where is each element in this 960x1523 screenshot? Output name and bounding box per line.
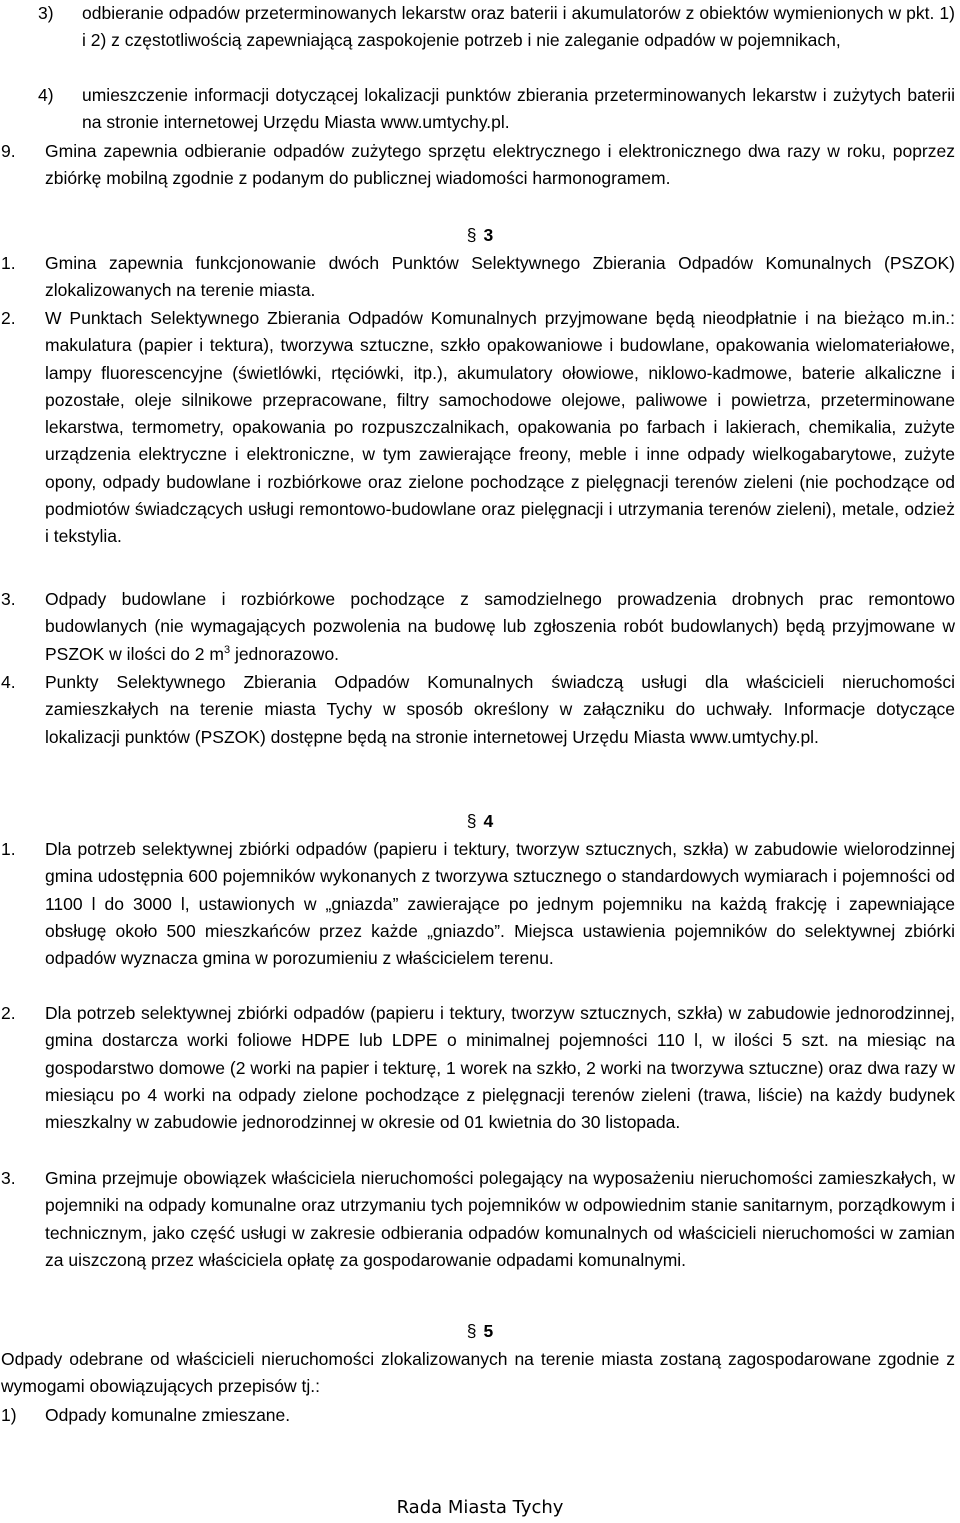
section-sign: §: [466, 1321, 477, 1341]
item-text: Dla potrzeb selektywnej zbiórki odpadów (papieru i tektury, tworzyw sztucznych, szkła) w zabudowie wielorodzinnej gmina udostępnia 600 pojemników wykonanych z tworzywa sztucznego o standardowych wymiarach i pojemności od 1100 l do 3000 l, ustawionych w „gniazda” zawierające po jednym pojemniku na każdą frakcję i zapewniające obsługę około 500 mieszkańców przez każde „gniazdo”. Miejsca ustawienia pojemników do selektywnej zbiórki odpadów wyznacza gmina w porozumieniu z właścicielem terenu.: [45, 839, 955, 969]
section-number: 4: [483, 811, 494, 831]
list-item: [1, 1000, 955, 1136]
list-item: [1, 305, 955, 551]
item-text: Dla potrzeb selektywnej zbiórki odpadów (papieru i tektury, tworzyw sztucznych, szkła) w zabudowie jednorodzinnej, gmina dostarcza worki foliowe HDPE lub LDPE o minimalnej pojemności 110 l, w ilości 5 szt. na miesiąc na gospodarstwo domowe (2 worki na papier i tekturę, 1 worek na szkło, 2 worki na tworzywa sztuczne) oraz dwa razy w miesiącu po 4 worki na odpady zielone pochodzące z pielęgnacji terenów zieleni (trawa, liście) na każdy budynek mieszkalny w zabudowie jednorodzinnej w okresie od 01 kwietnia do 30 listopada.: [45, 1003, 955, 1133]
item-text: W Punktach Selektywnego Zbierania Odpadów Komunalnych przyjmowane będą nieodpłatnie i na bieżąco m.in.: makulatura (papier i tektura), tworzywa sztuczne, szkło opakowaniowe i budowlane, opakowania wielomateriałowe, lampy fluorescencyjne (świetlówki, rtęciówki, itp.), akumulatory ołowiowe, niklowo-kadmowe, baterie alkaliczne i pozostałe, oleje silnikowe przepracowane, filtry samochodowe olejowe, paliwowe i powietrza, przeterminowane lekarstwa, termometry, opakowania po rozpuszczalnikach, opakowania po farbach i lakierach, chemikalia, zużyte urządzenia elektryczne i elektroniczne, w tym zawierające freony, meble i inne odpady wielkogabarytowe, zużyte opony, odpady budowlane i rozbiórkowe oraz zielone pochodzące z pielęgnacji terenów zieleni (nie pochodzące od podmiotów świadczących usługi remontowo-budowlane oraz pielęgnacji i utrzymania terenów zieleni), metale, odzież i tekstylia.: [45, 308, 955, 547]
page-footer: Rada Miasta Tychy: [396, 1497, 564, 1518]
section-heading: [0, 808, 960, 835]
item-text: Gmina zapewnia funkcjonowanie dwóch Punktów Selektywnego Zbierania Odpadów Komunalnych (PSZOK) zlokalizowanych na terenie miasta.: [45, 253, 955, 301]
item-number: 4.: [1, 672, 16, 692]
item-number: 9.: [1, 141, 16, 161]
list-item: [1, 82, 955, 137]
list-item: [1, 586, 955, 668]
superscript: 3: [223, 643, 231, 656]
item-number: 3): [38, 3, 54, 23]
list-item: [1, 836, 955, 972]
list-item: [1, 1165, 955, 1274]
item-number: 1.: [1, 253, 16, 273]
item-text: Odpady budowlane i rozbiórkowe pochodzące z samodzielnego prowadzenia drobnych prac remontowo budowlanych (nie wymagających pozwolenia na budowę lub zgłoszenia robót budowlanych) będą przyjmowane w PSZOK w ilości do 2 $m^3$ jednorazowo.: [45, 589, 955, 664]
item-text: Gmina zapewnia odbieranie odpadów zużytego sprzętu elektrycznego i elektronicznego dwa razy w roku, poprzez zbiórkę mobilną zgodnie z podanym do publicznej wiadomości harmonogramem.: [45, 141, 955, 189]
list-item: [1, 1402, 955, 1429]
list-item: [1, 669, 955, 751]
item-number: 2.: [1, 308, 16, 328]
item-text: odbieranie odpadów przeterminowanych lekarstw oraz baterii i akumulatorów z obiektów wymienionych w pkt. 1) i 2) z częstotliwością zapewniającą zaspokojenie potrzeb i nie zaleganie odpadów w pojemnikach,: [82, 3, 955, 51]
list-item: [1, 0, 955, 55]
item-number: 1.: [1, 839, 16, 859]
list-item: [1, 250, 955, 305]
section-number: 3: [483, 225, 494, 245]
section-number: 5: [483, 1321, 494, 1341]
paragraph: Odpady odebrane od właścicieli nieruchomości zlokalizowanych na terenie miasta zostaną zagospodarowane zgodnie z wymogami obowiązujących przepisów tj.:: [1, 1349, 955, 1397]
item-text: Gmina przejmuje obowiązek właściciela nieruchomości polegający na wyposażeniu nieruchomości zamieszkałych, w pojemniki na odpady komunalne oraz utrzymaniu tych pojemników w odpowiednim stanie sanitarnym, porządkowym i technicznym, jako część usługi w zakresie odbierania odpadów komunalnych od właścicieli nieruchomości w zamian za uiszczoną przez właściciela opłatę za gospodarowanie odpadami komunalnymi.: [45, 1168, 955, 1270]
section-heading: [0, 1318, 960, 1345]
item-number: 2.: [1, 1003, 16, 1023]
list-item: [1, 138, 955, 193]
section-sign: §: [466, 225, 477, 245]
item-text: Odpady komunalne zmieszane.: [45, 1405, 291, 1425]
item-number: 4): [38, 85, 54, 105]
item-number: 1): [1, 1405, 17, 1425]
section-sign: §: [466, 811, 477, 831]
item-text: umieszczenie informacji dotyczącej lokalizacji punktów zbierania przeterminowanych lekarstw i zużytych baterii na stronie internetowej Urzędu Miasta www.umtychy.pl.: [82, 85, 955, 133]
item-text: Punkty Selektywnego Zbierania Odpadów Komunalnych świadczą usługi dla właścicieli nieruchomości zamieszkałych na terenie miasta Tychy w sposób określony w załączniku do uchwały. Informacje dotyczące lokalizacji punktów (PSZOK) dostępne będą na stronie internetowej Urzędu Miasta www.umtychy.pl.: [45, 672, 955, 747]
section-heading: [0, 222, 960, 249]
item-number: 3.: [1, 589, 16, 609]
item-number: 3.: [1, 1168, 16, 1188]
